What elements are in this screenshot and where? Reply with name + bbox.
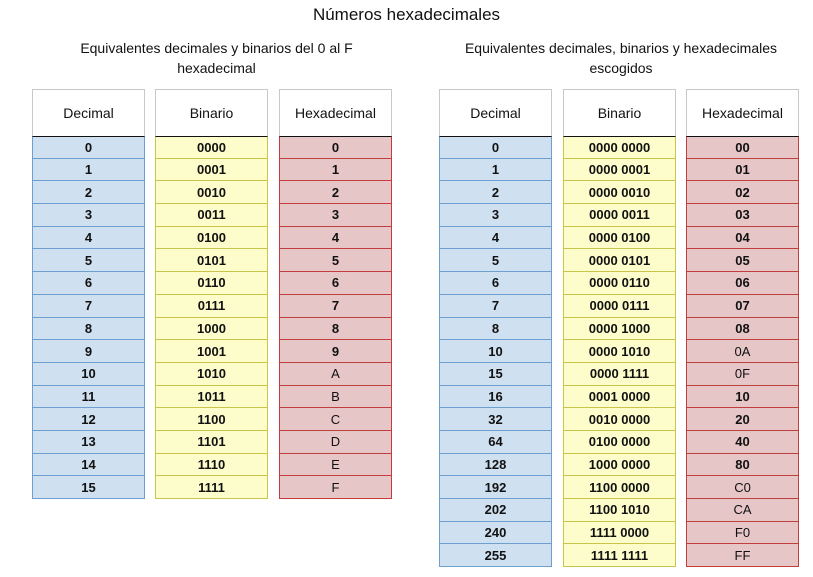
left-hex-cell: 4 xyxy=(279,227,392,250)
right-binary-cell: 1100 1010 xyxy=(563,499,676,522)
right-hex-cell: 08 xyxy=(686,318,799,341)
left-binary-cell: 0001 xyxy=(155,159,268,182)
right-hex-cell: 07 xyxy=(686,295,799,318)
right-hex-cell: F0 xyxy=(686,522,799,545)
right-binary-cell: 0100 0000 xyxy=(563,431,676,454)
right-hex-cell: 20 xyxy=(686,408,799,431)
right-binary-cell: 0010 0000 xyxy=(563,408,676,431)
right-decimal-cell: 8 xyxy=(439,318,552,341)
right-table-subtitle xyxy=(436,38,806,78)
right-hex-cell: CA xyxy=(686,499,799,522)
left-binary-cell: 1010 xyxy=(155,363,268,386)
left-hex-cell: 1 xyxy=(279,159,392,182)
right-subtitle-line2: escogidos xyxy=(589,60,653,76)
right-decimal-cell: 192 xyxy=(439,476,552,499)
right-decimal-cell: 128 xyxy=(439,454,552,477)
left-decimal-cell: 10 xyxy=(32,363,145,386)
left-decimal-cell: 15 xyxy=(32,476,145,499)
right-binary-cell: 0000 0111 xyxy=(563,295,676,318)
right-decimal-cell: 7 xyxy=(439,295,552,318)
right-hex-cell: 00 xyxy=(686,136,799,159)
left-hex-cell: F xyxy=(279,476,392,499)
left-decimal-cell: 14 xyxy=(32,454,145,477)
right-hex-cell: 0F xyxy=(686,363,799,386)
right-binary-cell: 0000 0101 xyxy=(563,249,676,272)
right-binary-cell: 0000 1010 xyxy=(563,340,676,363)
right-binary-column xyxy=(563,89,676,567)
left-hex-cell: 3 xyxy=(279,204,392,227)
left-binary-cell: 0011 xyxy=(155,204,268,227)
left-binary-cell: 1101 xyxy=(155,431,268,454)
left-hex-cell: 6 xyxy=(279,272,392,295)
left-binary-header: Binario xyxy=(155,89,268,136)
left-hex-cell: 0 xyxy=(279,136,392,159)
left-binary-cell: 0101 xyxy=(155,249,268,272)
right-decimal-cell: 10 xyxy=(439,340,552,363)
left-hex-cell: 5 xyxy=(279,249,392,272)
right-binary-cell: 0000 0011 xyxy=(563,204,676,227)
right-hex-cell: 40 xyxy=(686,431,799,454)
right-binary-cell: 0000 0000 xyxy=(563,136,676,159)
left-decimal-cell: 0 xyxy=(32,136,145,159)
left-decimal-header: Decimal xyxy=(32,89,145,136)
right-binary-cell: 0000 0010 xyxy=(563,181,676,204)
left-binary-cell: 0100 xyxy=(155,227,268,250)
left-table-subtitle xyxy=(30,38,403,78)
right-hex-cell: 80 xyxy=(686,454,799,477)
right-binary-cell: 0000 0100 xyxy=(563,227,676,250)
right-binary-cell: 0000 1111 xyxy=(563,363,676,386)
right-binary-cell: 1000 0000 xyxy=(563,454,676,477)
left-decimal-cell: 4 xyxy=(32,227,145,250)
right-binary-cell: 0000 0001 xyxy=(563,159,676,182)
left-decimal-cell: 12 xyxy=(32,408,145,431)
right-decimal-cell: 202 xyxy=(439,499,552,522)
right-hex-cell: 01 xyxy=(686,159,799,182)
left-hex-cell: 8 xyxy=(279,318,392,341)
left-subtitle-line2: hexadecimal xyxy=(177,60,256,76)
left-binary-cell: 0110 xyxy=(155,272,268,295)
right-decimal-header: Decimal xyxy=(439,89,552,136)
right-binary-cell: 1111 0000 xyxy=(563,522,676,545)
left-subtitle-line1: Equivalentes decimales y binarios del 0 al F xyxy=(80,40,353,56)
right-hex-cell: 04 xyxy=(686,227,799,250)
left-decimal-cell: 2 xyxy=(32,181,145,204)
left-binary-cell: 1000 xyxy=(155,318,268,341)
right-hex-column xyxy=(686,89,799,567)
right-hex-header: Hexadecimal xyxy=(686,89,799,136)
right-hex-cell: 06 xyxy=(686,272,799,295)
left-binary-column xyxy=(155,89,268,499)
left-hex-cell: 9 xyxy=(279,340,392,363)
left-hex-cell: C xyxy=(279,408,392,431)
right-subtitle-line1: Equivalentes decimales, binarios y hexadecimales xyxy=(464,40,778,56)
right-binary-cell: 0000 1000 xyxy=(563,318,676,341)
left-binary-cell: 1110 xyxy=(155,454,268,477)
right-decimal-cell: 15 xyxy=(439,363,552,386)
left-hex-cell: E xyxy=(279,454,392,477)
right-binary-cell: 1111 1111 xyxy=(563,544,676,567)
right-decimal-cell: 64 xyxy=(439,431,552,454)
right-decimal-cell: 0 xyxy=(439,136,552,159)
right-hex-cell: 03 xyxy=(686,204,799,227)
left-decimal-cell: 1 xyxy=(32,159,145,182)
left-decimal-cell: 3 xyxy=(32,204,145,227)
right-decimal-cell: 4 xyxy=(439,227,552,250)
right-decimal-cell: 32 xyxy=(439,408,552,431)
left-hex-header: Hexadecimal xyxy=(279,89,392,136)
left-decimal-cell: 5 xyxy=(32,249,145,272)
left-decimal-cell: 6 xyxy=(32,272,145,295)
right-decimal-cell: 16 xyxy=(439,386,552,409)
right-hex-cell: 05 xyxy=(686,249,799,272)
right-binary-header: Binario xyxy=(563,89,676,136)
right-hex-cell: 0A xyxy=(686,340,799,363)
right-decimal-cell: 255 xyxy=(439,544,552,567)
left-decimal-cell: 13 xyxy=(32,431,145,454)
right-decimal-cell: 5 xyxy=(439,249,552,272)
right-decimal-cell: 1 xyxy=(439,159,552,182)
left-binary-cell: 1100 xyxy=(155,408,268,431)
right-binary-cell: 0000 0110 xyxy=(563,272,676,295)
right-hex-cell: 02 xyxy=(686,181,799,204)
right-hex-cell: 10 xyxy=(686,386,799,409)
left-binary-cell: 1111 xyxy=(155,476,268,499)
left-decimal-column xyxy=(32,89,145,499)
left-binary-cell: 0010 xyxy=(155,181,268,204)
right-binary-cell: 0001 0000 xyxy=(563,386,676,409)
right-decimal-cell: 240 xyxy=(439,522,552,545)
left-hex-cell: D xyxy=(279,431,392,454)
left-binary-cell: 0111 xyxy=(155,295,268,318)
right-decimal-column xyxy=(439,89,552,567)
left-hex-cell: 2 xyxy=(279,181,392,204)
right-decimal-cell: 3 xyxy=(439,204,552,227)
left-decimal-cell: 9 xyxy=(32,340,145,363)
left-decimal-cell: 8 xyxy=(32,318,145,341)
right-binary-cell: 1100 0000 xyxy=(563,476,676,499)
left-decimal-cell: 7 xyxy=(32,295,145,318)
left-hex-cell: 7 xyxy=(279,295,392,318)
right-decimal-cell: 2 xyxy=(439,181,552,204)
right-hex-cell: FF xyxy=(686,544,799,567)
left-hex-column xyxy=(279,89,392,499)
left-binary-cell: 0000 xyxy=(155,136,268,159)
right-hex-cell: C0 xyxy=(686,476,799,499)
right-decimal-cell: 6 xyxy=(439,272,552,295)
page-title: Números hexadecimales xyxy=(312,5,501,24)
left-hex-cell: B xyxy=(279,386,392,409)
left-hex-cell: A xyxy=(279,363,392,386)
left-binary-cell: 1011 xyxy=(155,386,268,409)
left-decimal-cell: 11 xyxy=(32,386,145,409)
left-binary-cell: 1001 xyxy=(155,340,268,363)
